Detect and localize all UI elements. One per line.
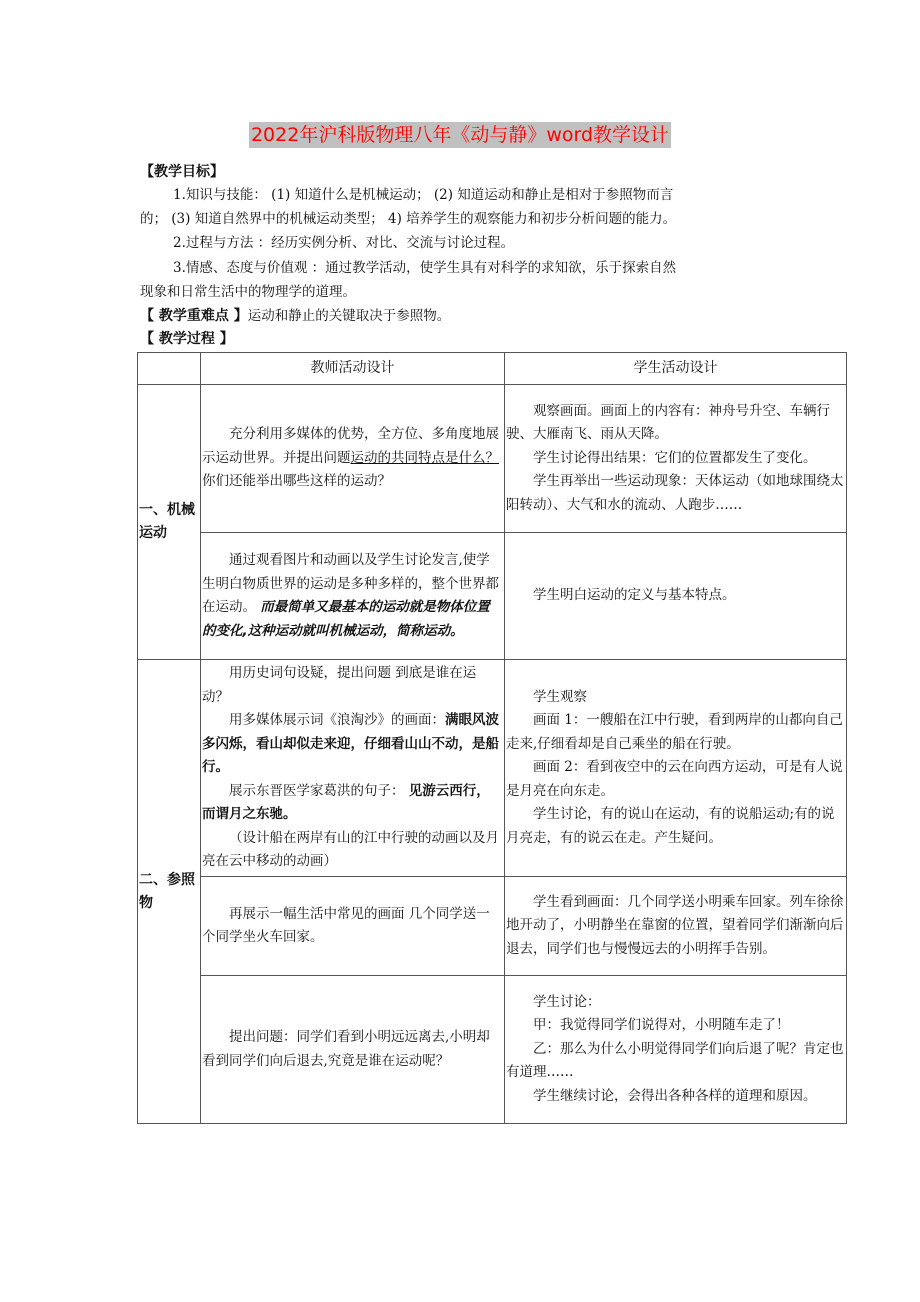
teacher-cell — [201, 533, 505, 660]
teacher-text: 提出问题：同学们看到小明远远离去,小明却看到同学们向后退去,究竟是谁在运动呢？ — [202, 1029, 490, 1069]
process-heading: 【 教学过程 】 — [140, 331, 234, 347]
student-cell — [505, 660, 847, 877]
teacher-text-part: 通过观看图片和动画以及学生讨论发言,使学生明白物质世界的运动是多种多样的，整个世界都在运动。 — [202, 552, 499, 615]
student-text: 学生再举出一些运动现象：天体运动（如地球围绕太阳转动）、大气和水的流动、人跑步…… — [506, 473, 844, 513]
stage-label: 一、机械运动 — [138, 385, 201, 660]
student-text: 学生讨论，有的说山在运动，有的说船运动;有的说月亮走，有的说云在走。产生疑问。 — [506, 806, 835, 846]
student-text: 甲：我觉得同学们说得对，小明随车走了！ — [533, 1017, 790, 1034]
student-cell — [505, 976, 847, 1124]
teacher-cell — [201, 385, 505, 533]
key-points-heading: 【 教学重难点 】 — [140, 308, 248, 324]
teacher-text — [202, 423, 503, 494]
stage-label: 二、参照物 — [138, 660, 201, 1124]
teacher-question-underlined: 运动的共同特点是什么？ — [350, 449, 499, 466]
student-text: 画面 2：看到夜空中的云在向西方运动，可是有人说是月亮在向东走。 — [506, 759, 843, 799]
student-text: 学生讨论得出结果：它们的位置都发生了变化。 — [533, 449, 817, 466]
table-row — [138, 877, 847, 976]
table-row — [138, 385, 847, 533]
teacher-text-part: 你们还能举出哪些这样的运动？ — [202, 473, 391, 490]
teacher-text: （设计船在两岸有山的江中行驶的动画以及月亮在云中移动的动画） — [202, 829, 499, 870]
objective-1-line-1: 1.知识与技能： (1) 知道什么是机械运动； (2) 知道运动和静止是相对于参照物而言 — [173, 187, 674, 203]
objective-1-line-2: 的； (3) 知道自然界中的机械运动类型； 4) 培养学生的观察能力和初步分析问题的能力。 — [140, 211, 677, 227]
student-text: 乙：那么为什么小明觉得同学们向后退了呢？肯定也有道理…… — [506, 1040, 844, 1081]
teacher-cell — [201, 877, 505, 976]
student-text: 学生看到画面：几个同学送小明乘车回家。列车徐徐地开动了，小明静坐在靠窗的位置，望着同学们渐渐向后退去，同学们也与慢慢远去的小明挥手告别。 — [506, 893, 844, 957]
student-text: 学生讨论： — [533, 993, 601, 1010]
teacher-poem: 满眼风波多闪烁，看山却似走来迎，仔细看山山不动，是船行。 — [202, 712, 499, 776]
teacher-emphasis: 而最简单又最基本的运动就是物体位置的变化,这种运动就叫机械运动，简称运动。 — [202, 599, 490, 639]
objective-2: 2.过程与方法 ：经历实例分析、对比、交流与讨论过程。 — [173, 235, 515, 251]
student-text: 画面 1：一艘船在江中行驶，看到两岸的山都向自己走来,仔细看却是自己乘坐的船在行驶。 — [506, 712, 843, 752]
teacher-text — [202, 780, 503, 827]
teacher-text-part: 充分利用多媒体的优势，全方位、多角度地展示运动世界。并提出问题 — [202, 426, 499, 466]
table-row — [138, 660, 847, 877]
teacher-text: 再展示一幅生活中常见的画面 几个同学送一个同学坐火车回家。 — [202, 905, 490, 945]
teacher-text — [202, 549, 503, 643]
teacher-text: 用历史词句设疑，提出问题 到底是谁在运动？ — [202, 665, 477, 705]
document-title: 2022年沪科版物理八年《动与静》word教学设计 — [250, 124, 670, 146]
objectives-heading: 【教学目标】 — [140, 164, 224, 180]
student-cell — [505, 533, 847, 660]
header-student: 学生活动设计 — [505, 353, 847, 385]
student-text: 观察画面。画面上的内容有：神舟号升空、车辆行驶、大雁南飞、雨从天降。 — [506, 402, 830, 443]
header-stage — [138, 353, 201, 385]
teacher-text — [202, 709, 503, 780]
table-row — [138, 533, 847, 660]
key-points-text: 运动和静止的关键取决于参照物。 — [247, 308, 451, 324]
student-text: 学生明白运动的定义与基本特点。 — [533, 587, 736, 604]
objective-3-line-1: 3.情感、态度与价值观 ：通过教学活动，使学生具有对科学的求知欲，乐于探索自然 — [173, 260, 677, 276]
student-text: 学生继续讨论，会得出各种各样的道理和原因。 — [533, 1087, 817, 1104]
objective-3-line-2: 现象和日常生活中的物理学的道理。 — [140, 284, 356, 300]
table-header-row — [138, 353, 847, 385]
teacher-text-part: 用多媒体展示词《浪淘沙》的画面： — [229, 712, 445, 729]
teacher-cell — [201, 976, 505, 1124]
teacher-text-part: 展示东晋医学家葛洪的句子： — [229, 782, 405, 799]
teacher-cell — [201, 660, 505, 877]
student-cell — [505, 385, 847, 533]
student-text: 学生观察 — [533, 688, 587, 705]
header-teacher: 教师活动设计 — [201, 353, 505, 385]
title-wrap — [0, 122, 920, 148]
teaching-process-table — [137, 352, 847, 1124]
table-row — [138, 976, 847, 1124]
student-cell — [505, 877, 847, 976]
teacher-quote: 见游云西行，而谓月之东驰。 — [202, 782, 490, 823]
key-points — [140, 305, 850, 327]
